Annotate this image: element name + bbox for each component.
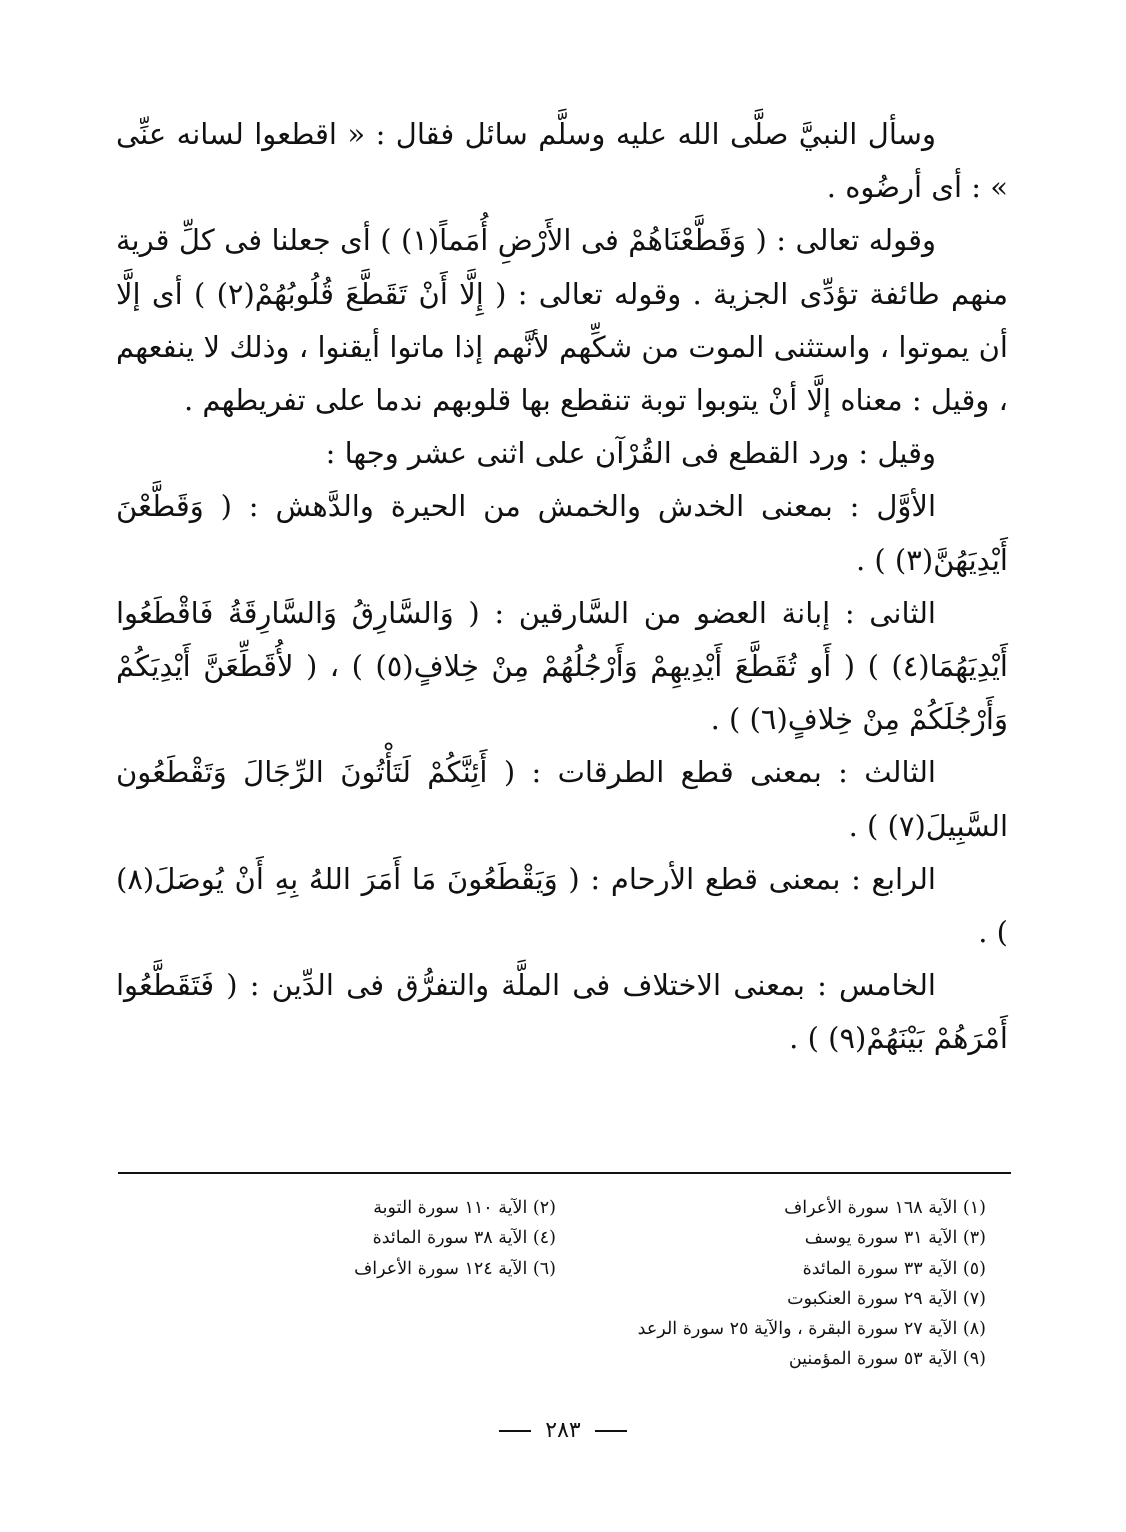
- page-number-dash: [595, 1430, 627, 1432]
- paragraph: الأوَّل : بمعنى الخدش والخمش من الحيرة والدَّهش : ( وَقَطَّعْنَ أَيْدِيَهُنَّ(٣) ) .: [116, 489, 1008, 577]
- footnote-4: (٤) الآية ٣٨ سورة المائدة: [372, 1228, 556, 1249]
- paragraph: وقوله تعالى : ( وَقَطَّعْنَاهُمْ فى الأَرْضِ أُمَماً(١) ) أى جعلنا فى كلِّ قرية منهم طائفة تؤدِّى الجزية . وقوله تعالى : ( إِلَّا أَنْ تَقَطَّعَ قُلُوبُهُمْ(٢) ) أى إلَّا أن يموتوا ، واستثنى الموت من شكِّهم لأنَّهم إذا ماتوا أيقنوا ، وذلك لا ينفعهم ، وقيل : معناه إلَّا أنْ يتوبوا توبة تنقطع بها قلوبهم ندما على تفريطهم .: [116, 223, 1008, 418]
- footnote-row: [126, 1314, 986, 1344]
- paragraph: الرابع : بمعنى قطع الأرحام : ( وَيَقْطَعُونَ مَا أَمَرَ اللهُ بِهِ أَنْ يُوصَلَ(٨) ) .: [116, 861, 1008, 950]
- main-text: [116, 108, 1008, 1066]
- page-number: [0, 1418, 1126, 1443]
- footnote-row: [126, 1223, 986, 1253]
- footnote-row: [126, 1284, 986, 1314]
- footnote-3: (٣) الآية ٣١ سورة يوسف: [804, 1228, 986, 1249]
- paragraph: وقيل : ورد القطع فى القُرْآن على اثنى عشر وجها :: [325, 436, 936, 471]
- footnote-7: (٧) الآية ٢٩ سورة العنكبوت: [787, 1288, 986, 1309]
- footnote-row: [126, 1344, 986, 1374]
- footnote-row: [126, 1254, 986, 1284]
- footnote-9: (٩) الآية ٥٣ سورة المؤمنين: [788, 1349, 986, 1370]
- paragraph: الثانى : إبانة العضو من السَّارقين : ( وَالسَّارِقُ وَالسَّارِقَةُ فَاقْطَعُوا أَيْدِيَهُمَا(٤) ) ( أَو تُقَطَّعَ أَيْدِيهِمْ وَأَرْجُلُهُمْ مِنْ خِلافٍ(٥) ) ، ( لأُقَطِّعَنَّ أَيْدِيَكُمْ وَأَرْجُلَكُمْ مِنْ خِلافٍ(٦) ) .: [116, 595, 1008, 737]
- paragraph: الخامس : بمعنى الاختلاف فى الملَّة والتفرُّق فى الدِّين : ( فَتَقَطَّعُوا أَمْرَهُمْ بَيْنَهُمْ(٩) ) .: [116, 968, 1008, 1056]
- footnotes: [126, 1193, 986, 1375]
- footnote-6: (٦) الآية ١٢٤ سورة الأعراف: [354, 1258, 556, 1279]
- footnote-1: (١) الآية ١٦٨ سورة الأعراف: [784, 1198, 986, 1218]
- footnote-5: (٥) الآية ٣٣ سورة المائدة: [802, 1258, 986, 1279]
- footnote-2: (٢) الآية ١١٠ سورة التوبة: [373, 1198, 556, 1218]
- footnote-row: [126, 1193, 986, 1223]
- page-number-dash: [499, 1430, 531, 1432]
- page-number-value: ٢٨٣: [545, 1418, 581, 1443]
- footnote-divider: [118, 1172, 1011, 1174]
- footnote-8: (٨) الآية ٢٧ سورة البقرة ، والآية ٢٥ سورة الرعد: [637, 1319, 986, 1340]
- paragraph: الثالث : بمعنى قطع الطرقات : ( أَئِنَّكُمْ لَتَأْتُونَ الرِّجَالَ وَتَقْطَعُون السَّبِيلَ(٧) ) .: [116, 755, 1008, 843]
- paragraph: وسأل النبيَّ صلَّى الله عليه وسلَّم سائل فقال : « اقطعوا لسانه عنِّى » : أى أرضُوه .: [116, 117, 1008, 205]
